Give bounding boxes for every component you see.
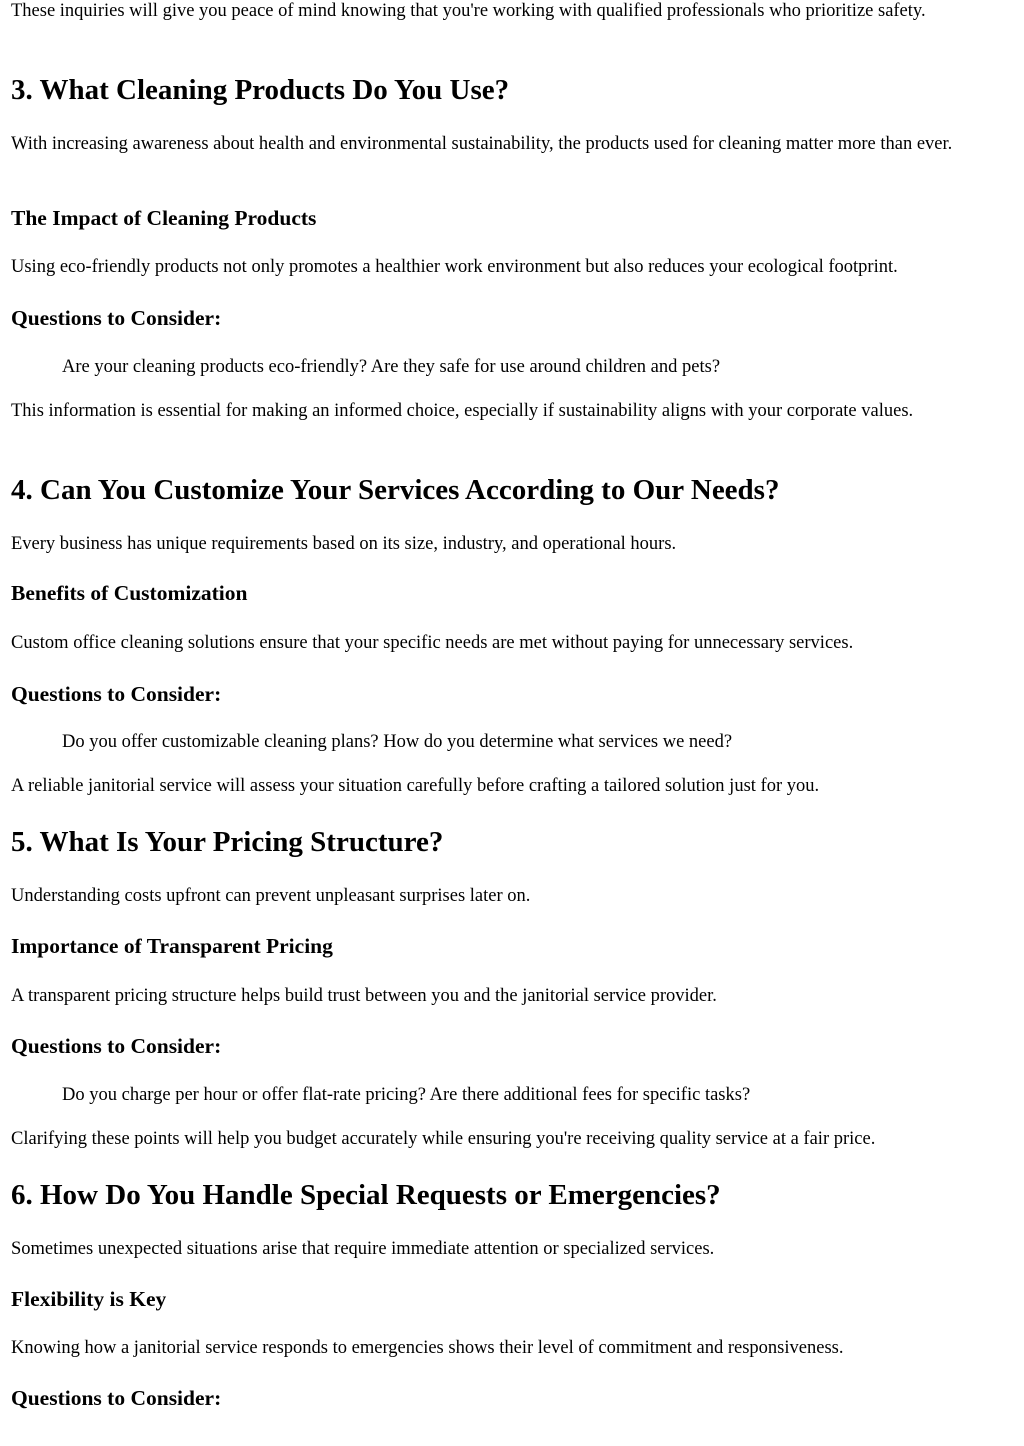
paragraph-budget-accurately: Clarifying these points will help you budget accurately while ensuring you're receiving quality service at a fair price. bbox=[11, 1129, 876, 1149]
heading-customize-services: 4. Can You Customize Your Services According to Our Needs? bbox=[11, 474, 780, 506]
paragraph-unexpected-situations: Sometimes unexpected situations arise that require immediate attention or specialized services. bbox=[11, 1239, 715, 1259]
paragraph-costs-upfront: Understanding costs upfront can prevent unpleasant surprises later on. bbox=[11, 886, 531, 906]
subheading-transparent-pricing: Importance of Transparent Pricing bbox=[11, 934, 333, 958]
heading-special-requests: 6. How Do You Handle Special Requests or Emergencies? bbox=[11, 1179, 721, 1211]
heading-cleaning-products: 3. What Cleaning Products Do You Use? bbox=[11, 74, 510, 106]
subheading-benefits-customization: Benefits of Customization bbox=[11, 581, 248, 605]
paragraph-intro-safety: These inquiries will give you peace of mind knowing that you're working with qualified professionals who prioritize safety. bbox=[11, 1, 926, 21]
paragraph-sustainability: With increasing awareness about health and environmental sustainability, the products used for cleaning matter more than ever. bbox=[11, 134, 953, 154]
subheading-questions-4: Questions to Consider: bbox=[11, 1386, 222, 1410]
subheading-questions-1: Questions to Consider: bbox=[11, 306, 222, 330]
paragraph-informed-choice: This information is essential for making an informed choice, especially if sustainability aligns with your corporate values. bbox=[11, 401, 914, 421]
paragraph-custom-solutions: Custom office cleaning solutions ensure that your specific needs are met without paying for unnecessary services. bbox=[11, 633, 854, 653]
blockquote-pricing-questions: Do you charge per hour or offer flat-rate pricing? Are there additional fees for specific tasks? bbox=[62, 1085, 751, 1105]
blockquote-products-questions: Are your cleaning products eco-friendly? Are they safe for use around children and pets? bbox=[62, 357, 721, 377]
subheading-questions-3: Questions to Consider: bbox=[11, 1034, 222, 1058]
paragraph-emergency-response: Knowing how a janitorial service responds to emergencies shows their level of commitment and responsiveness. bbox=[11, 1338, 844, 1358]
blockquote-customize-questions: Do you offer customizable cleaning plans? How do you determine what services we need? bbox=[62, 732, 733, 752]
heading-pricing-structure: 5. What Is Your Pricing Structure? bbox=[11, 826, 444, 858]
paragraph-build-trust: A transparent pricing structure helps build trust between you and the janitorial service provider. bbox=[11, 986, 717, 1006]
subheading-flexibility: Flexibility is Key bbox=[11, 1287, 167, 1311]
subheading-impact-of-products: The Impact of Cleaning Products bbox=[11, 206, 317, 230]
paragraph-unique-requirements: Every business has unique requirements based on its size, industry, and operational hours. bbox=[11, 534, 677, 554]
paragraph-eco-friendly: Using eco-friendly products not only promotes a healthier work environment but also reduces your ecological footprint. bbox=[11, 257, 898, 277]
paragraph-tailored-solution: A reliable janitorial service will assess your situation carefully before crafting a tailored solution just for you. bbox=[11, 776, 820, 796]
subheading-questions-2: Questions to Consider: bbox=[11, 682, 222, 706]
